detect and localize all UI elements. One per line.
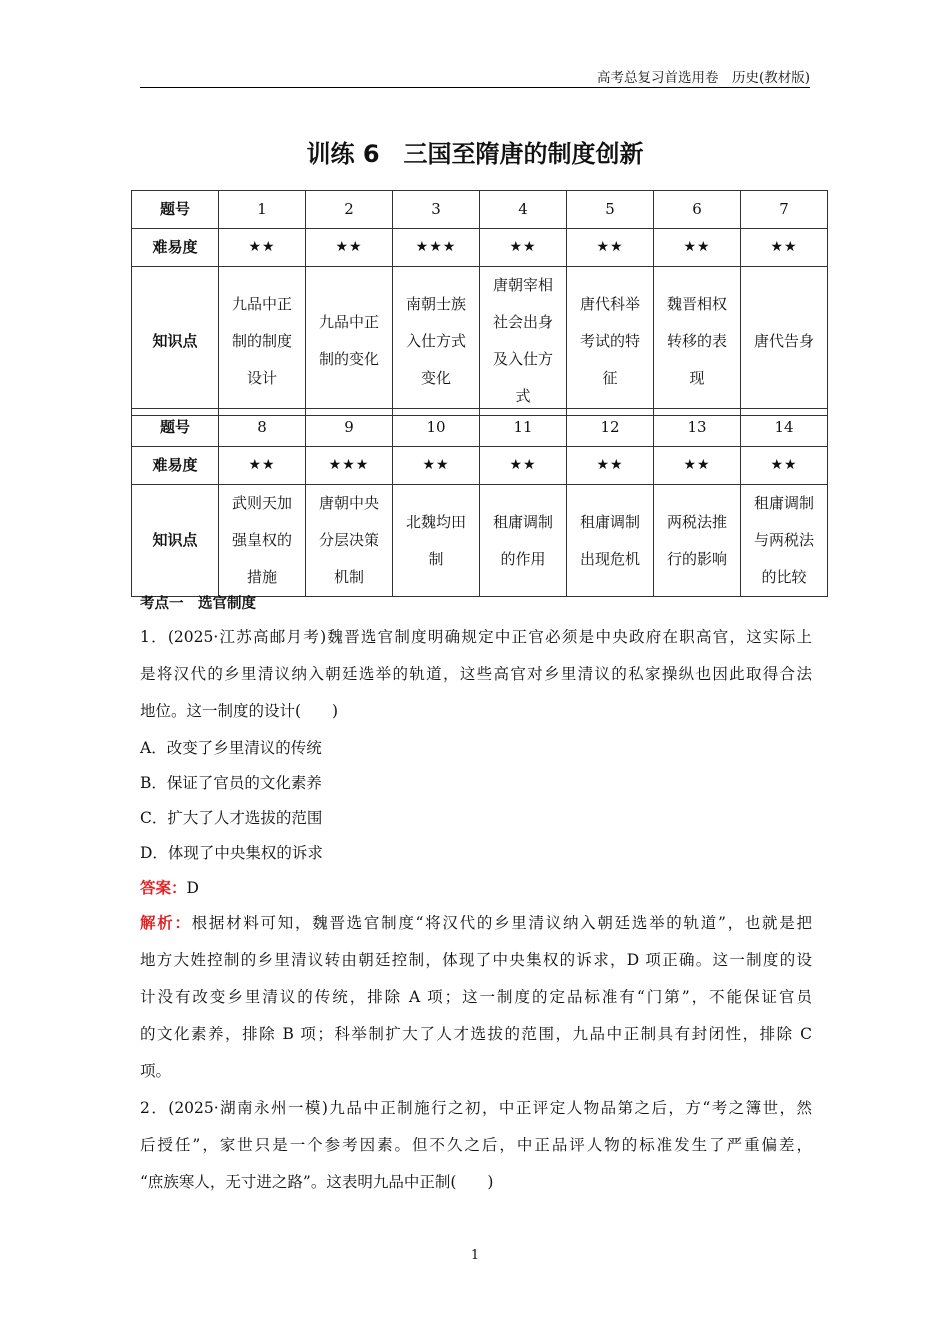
number-cell: 1 [219,191,306,229]
number-cell: 10 [393,409,480,447]
analysis-text: 根据材料可知，魏晋选官制度“将汉代的乡里清议纳入朝廷选举的轨道”，也就是把 [191,914,812,932]
table-row [132,229,828,267]
text-line: 2．(2025·湖南永州一模)九品中正制施行之初，中正评定人物品第之后，方“考之簿世，然 [140,1099,812,1117]
difficulty-cell: ★★ [480,229,567,267]
text-line [140,985,812,1022]
section-heading: 考点一 选官制度 [140,596,256,612]
difficulty-cell: ★★ [654,229,741,267]
analysis-text: 的文化素养，排除 B 项；科举制扩大了人才选拔的范围，九品中正制具有封闭性，排除 C [140,1025,812,1043]
row-label: 题号 [132,191,219,229]
number-cell: 3 [393,191,480,229]
text-line: 1．(2025·江苏高邮月考)魏晋选官制度明确规定中正官必须是中央政府在职高官，这实际上 [140,628,812,646]
text-line: 后授任”，家世只是一个参考因素。但不久之后，中正品评人物的标准发生了严重偏差， [140,1136,812,1154]
table-row [132,409,828,447]
difficulty-cell: ★★★ [393,229,480,267]
option-d: D．体现了中央集权的诉求 [140,844,323,862]
topic-cell: 南朝士族入仕方式变化 [393,267,480,416]
number-cell: 6 [654,191,741,229]
topic-cell: 租庸调制出现危机 [567,485,654,597]
knowledge-table-1 [131,190,828,416]
page-number: 1 [470,1248,480,1263]
analysis-text: 计没有改变乡里清议的传统，排除 A 项；这一制度的定品标准有“门第”，不能保证官员 [140,988,812,1006]
table-row [132,447,828,485]
difficulty-cell: ★★ [654,447,741,485]
knowledge-table-2 [131,408,828,597]
topic-cell: 唐朝宰相社会出身及入仕方式 [480,267,567,416]
text-line [140,1059,812,1096]
row-label: 知识点 [132,485,219,597]
option-c: C．扩大了人才选拔的范围 [140,809,323,827]
analysis-label: 解析： [140,914,192,932]
difficulty-cell: ★★ [480,447,567,485]
text-line: “庶族寒人，无寸进之路”。这表明九品中正制( ) [140,1173,494,1191]
number-cell: 4 [480,191,567,229]
analysis-text: 地方大姓控制的乡里清议转由朝廷控制，体现了中央集权的诉求，D 项正确。这一制度的设 [140,951,812,969]
number-cell: 9 [306,409,393,447]
row-label: 难易度 [132,447,219,485]
table-row [132,267,828,416]
difficulty-cell: ★★ [741,229,828,267]
answer-label: 答案： [140,879,187,897]
answer-value: D [186,879,199,897]
question-1-stem [140,625,812,736]
topic-cell: 魏晋相权转移的表现 [654,267,741,416]
header-divider [140,87,810,88]
number-cell: 12 [567,409,654,447]
topic-cell: 租庸调制的作用 [480,485,567,597]
text-line [140,1022,812,1059]
row-label: 题号 [132,409,219,447]
number-cell: 5 [567,191,654,229]
text-line [140,948,812,985]
number-cell: 8 [219,409,306,447]
answer-line [140,876,812,911]
topic-cell: 唐代告身 [741,267,828,416]
number-cell: 14 [741,409,828,447]
difficulty-cell: ★★ [393,447,480,485]
number-cell: 7 [741,191,828,229]
topic-cell: 租庸调制与两税法的比较 [741,485,828,597]
page-title: 训练 6 三国至隋唐的制度创新 [306,140,644,168]
difficulty-cell: ★★ [567,447,654,485]
question-content [140,592,812,1207]
row-label: 难易度 [132,229,219,267]
question-2-stem [140,1096,812,1207]
difficulty-cell: ★★ [567,229,654,267]
topic-cell: 唐代科举考试的特征 [567,267,654,416]
analysis-text: 项。 [140,1062,172,1080]
option-a: A．改变了乡里清议的传统 [140,739,322,757]
difficulty-cell: ★★ [741,447,828,485]
number-cell: 11 [480,409,567,447]
running-header: 高考总复习首选用卷 历史(教材版) [596,70,810,86]
difficulty-cell: ★★ [306,229,393,267]
table-row [132,191,828,229]
question-1-options [140,736,812,876]
difficulty-cell: ★★ [219,229,306,267]
topic-cell: 九品中正制的变化 [306,267,393,416]
number-cell: 13 [654,409,741,447]
number-cell: 2 [306,191,393,229]
question-1-analysis [140,911,812,1096]
topic-cell: 两税法推行的影响 [654,485,741,597]
text-line [140,911,812,948]
table-row [132,485,828,597]
topic-cell: 九品中正制的制度设计 [219,267,306,416]
text-line: 地位。这一制度的设计( ) [140,702,339,720]
topic-cell: 北魏均田制 [393,485,480,597]
topic-cell: 唐朝中央分层决策机制 [306,485,393,597]
topic-cell: 武则天加强皇权的措施 [219,485,306,597]
difficulty-cell: ★★★ [306,447,393,485]
difficulty-cell: ★★ [219,447,306,485]
option-b: B．保证了官员的文化素养 [140,774,322,792]
row-label: 知识点 [132,267,219,416]
text-line: 是将汉代的乡里清议纳入朝廷选举的轨道，这些高官对乡里清议的私家操纵也因此取得合法 [140,665,812,683]
